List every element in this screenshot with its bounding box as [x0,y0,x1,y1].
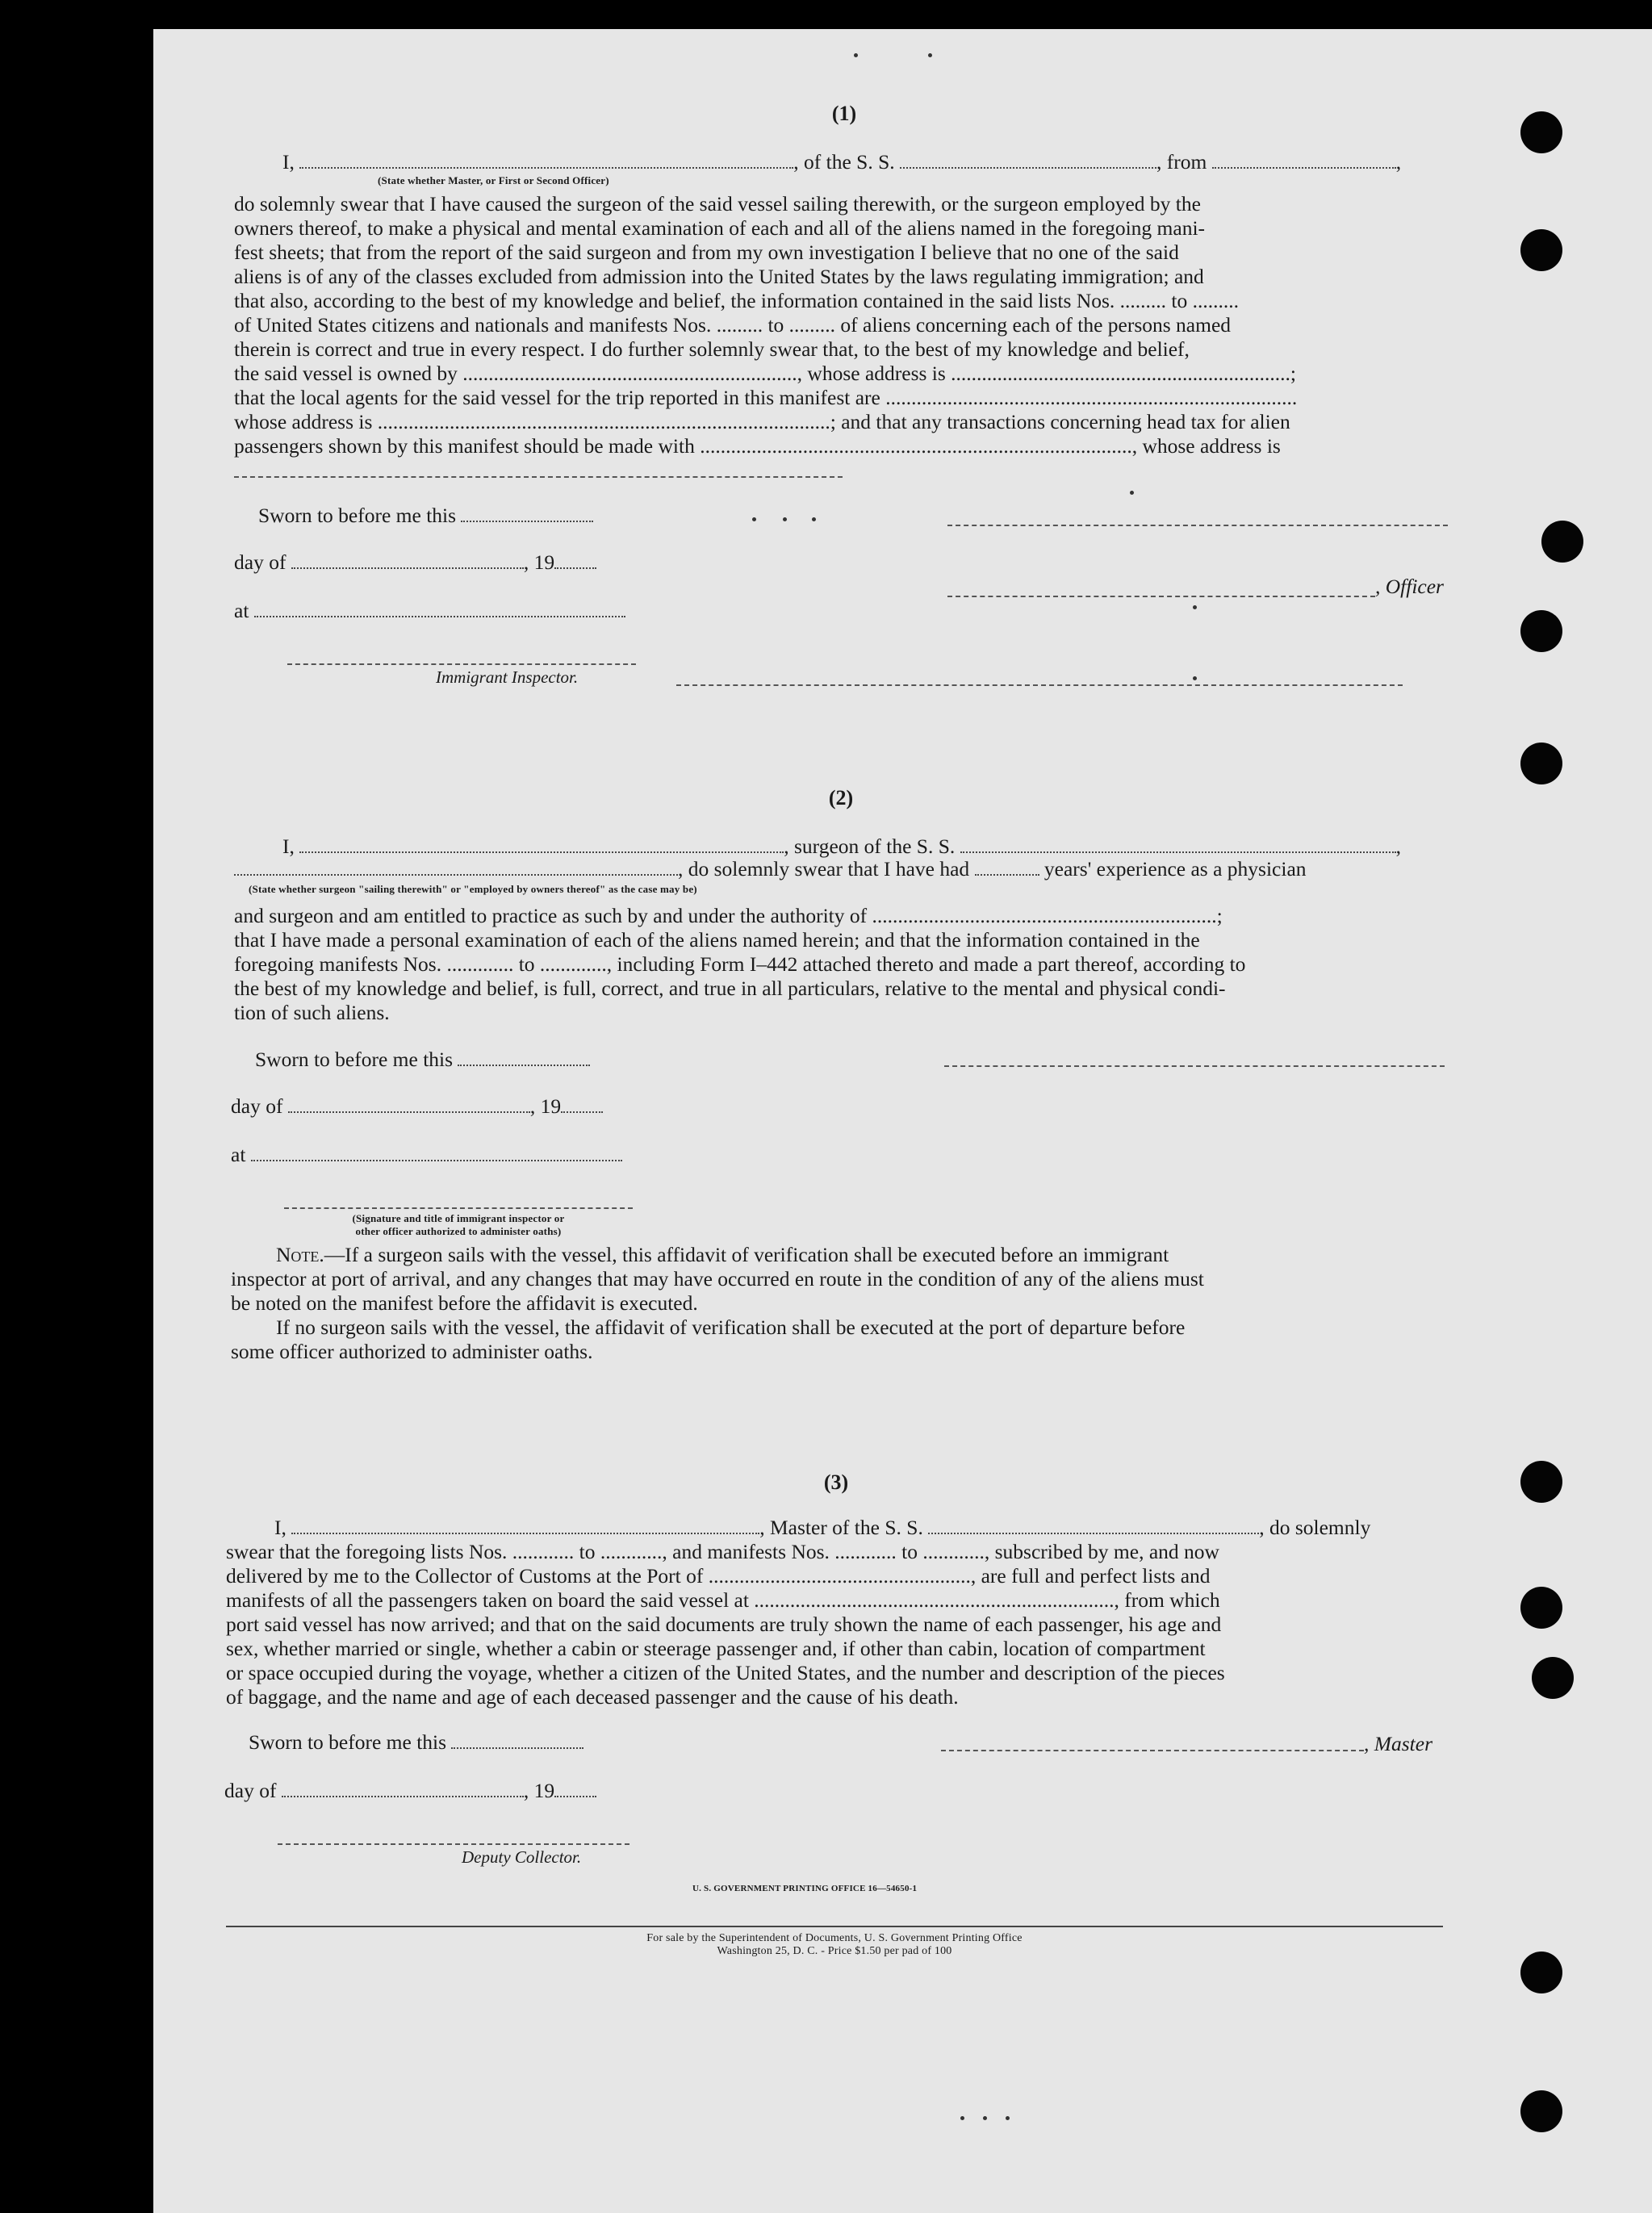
officer-signature-line-1 [947,525,1448,526]
sale-notice-1: For sale by the Superintendent of Documents, U. S. Government Printing Office [646,1932,1023,1944]
body-line: passengers shown by this manifest should be made with ...................................................................................., whose address is [234,434,1281,458]
sale-notice-2: Washington 25, D. C. - Price $1.50 per pad of 100 [717,1945,952,1957]
day-of-line-3 [224,1779,596,1803]
section-2-body [234,904,1453,1025]
blank-address-continuation [234,476,843,478]
sworn-line-2 [255,1048,590,1072]
body-line: that the local agents for the said vessel for the trip reported in this manifest are ................................................................................ [234,386,1298,409]
section-1-body [234,192,1453,458]
text-i: I, [282,835,295,858]
blank-month [282,1780,524,1797]
deputy-collector-label: Deputy Collector. [462,1847,582,1867]
at-line-2 [231,1143,622,1167]
year-text: , 19 [529,1094,562,1118]
note-line: some officer authorized to administer oaths. [231,1340,593,1363]
text-do-solemnly: , do solemnly [1259,1516,1371,1539]
text-solemnly-swear: , do solemnly swear that I have had [678,857,970,881]
text-i: I, [282,150,295,174]
blank-vessel-name [928,1516,1259,1534]
punch-hole [1520,1952,1562,1993]
body-line: do solemnly swear that I have caused the surgeon of the said vessel sailing therewith, or the surgeon employed by the [234,192,1201,215]
text-comma: , [1395,150,1402,174]
punch-hole [1520,743,1562,784]
blank-master-name [291,1516,759,1534]
day-of-text: day of [231,1094,283,1118]
scan-speck [752,517,756,521]
sworn-line-3 [249,1730,583,1755]
blank-year [554,1780,596,1797]
year-text: , 19 [523,1779,555,1802]
officer-label: , Officer [1375,575,1444,598]
scan-speck [783,517,787,521]
body-line: sex, whether married or single, whether a cabin or steerage passenger and, if other than cabin, location of compartment [226,1637,1206,1660]
day-of-text: day of [234,550,286,574]
day-of-line-1 [234,550,596,575]
punch-hole [1520,1587,1562,1629]
text-master-of-ss: , Master of the S. S. [759,1516,923,1539]
master-signature-line [941,1750,1364,1751]
section-3-body [226,1540,1449,1709]
body-line: port said vessel has now arrived; and that on the said documents are truly shown the name of each passenger, his age and [226,1613,1222,1636]
year-text: , 19 [523,550,555,574]
body-line: of baggage, and the name and age of each deceased passenger and the cause of his death. [226,1685,959,1709]
body-line: that also, according to the best of my knowledge and belief, the information contained in the said lists Nos. ......... to ......... [234,289,1239,312]
note-line: inspector at port of arrival, and any changes that may have occurred en route in the condition of any of the aliens must [231,1267,1204,1291]
text-from: , from [1156,150,1207,174]
scan-speck [1193,676,1197,680]
body-line: the best of my knowledge and belief, is full, correct, and true in all particulars, relative to the mental and physical condi- [234,977,1226,1000]
section-2-line-2 [234,857,1307,881]
body-line: swear that the foregoing lists Nos. ............ to ............, and manifests Nos. ............ to ............, subscribed by me, and now [226,1540,1219,1563]
body-line: and surgeon and am entitled to practice as such by and under the authority of ...................................................................; [234,904,1223,927]
section-separator-1 [676,684,1403,686]
section-3-line-1 [274,1516,1370,1540]
body-line: owners thereof, to make a physical and mental examination of each and all of the aliens named in the foregoing mani- [234,216,1206,240]
body-line: aliens is of any of the classes excluded from admission into the United States by the laws regulating immigration; and [234,265,1204,288]
body-line: whose address is ........................................................................................; and that any transactions concerning head tax for alien [234,410,1290,433]
punch-hole [1520,111,1562,153]
at-text: at [231,1143,246,1166]
body-line: of United States citizens and nationals and manifests Nos. ......... to ......... of aliens concerning each of the persons named [234,313,1232,337]
at-text: at [234,599,249,622]
signature-note-1: (Signature and title of immigrant inspector or [352,1212,565,1224]
blank-year [561,1095,603,1113]
body-line: that I have made a personal examination of each of the aliens named herein; and that the information contained in the [234,928,1200,952]
blank-surgeon-name [299,835,784,853]
punch-hole [1520,2090,1562,2132]
blank-month [291,551,524,569]
section-3-number: (3) [823,1470,849,1494]
immigrant-inspector-label: Immigrant Inspector. [436,667,579,687]
scan-speck [960,2116,964,2120]
blank-years [975,858,1039,876]
section-2-note [231,1243,1451,1364]
blank-month [288,1095,530,1113]
text-surgeon-of-ss: , surgeon of the S. S. [784,835,956,858]
officer-rank-note: (State whether Master, or First or Second Officer) [378,174,609,186]
scan-speck [1193,605,1197,609]
scan-speck [1006,2116,1010,2120]
blank-vessel-name [900,151,1156,169]
scan-speck [854,53,858,57]
blank-sworn-day [458,1048,590,1066]
section-2-line-1 [282,835,1401,859]
blank-place [254,600,625,617]
text-comma: , [1395,835,1402,858]
section-1-line-1 [282,150,1401,174]
sworn-line-1 [258,504,593,528]
surgeon-signature-line [944,1065,1445,1067]
text-of-ss: , of the S. S. [793,150,895,174]
day-of-text: day of [224,1779,277,1802]
punch-hole [1520,1461,1562,1503]
inspector-signature-line [284,1207,633,1209]
scan-speck [1130,491,1134,495]
body-line: delivered by me to the Collector of Customs at the Port of ..................................................., are full and perfect lists and [226,1564,1211,1588]
note-line [231,1243,1451,1267]
punch-hole [1541,521,1583,563]
blank-vessel-name [960,835,1396,853]
blank-sworn-day [451,1731,583,1749]
body-line: fest sheets; that from the report of the said surgeon and from my own investigation I believe that no one of the said [234,241,1179,264]
body-line: foregoing manifests Nos. ............. to ............., including Form I–442 attached thereto and made a part thereof, according to [234,952,1246,976]
punch-hole [1532,1657,1574,1699]
note-line: be noted on the manifest before the affidavit is executed. [231,1291,698,1315]
body-line: the said vessel is owned by ................................................................., whose address is ..................................................................; [234,362,1297,385]
sworn-text: Sworn to before me this [255,1048,454,1071]
section-2-number: (2) [828,786,854,809]
footer-rule [226,1926,1443,1927]
section-1-number: (1) [831,102,857,125]
blank-place [251,1144,622,1161]
body-line: or space occupied during the voyage, whether a citizen of the United States, and the number and description of the pieces [226,1661,1225,1684]
sworn-text: Sworn to before me this [258,504,457,527]
sworn-text: Sworn to before me this [249,1730,447,1754]
blank-officer-name [299,151,793,169]
scan-speck [983,2116,987,2120]
scan-speck [928,53,932,57]
signature-note-2: other officer authorized to administer oaths) [355,1225,562,1237]
note-label: Note. [276,1243,324,1266]
text-years-experience: years' experience as a physician [1043,857,1307,881]
blank-surgeon-status [234,858,678,876]
body-line: tion of such aliens. [234,1001,390,1024]
body-line: therein is correct and true in every respect. I do further solemnly swear that, to the best of my knowledge and belief, [234,337,1190,361]
blank-year [554,551,596,569]
at-line-1 [234,599,625,623]
punch-hole [1520,229,1562,271]
note-line: If no surgeon sails with the vessel, the affidavit of verification shall be executed at the port of departure before [276,1316,1186,1339]
surgeon-status-note: (State whether surgeon "sailing therewith" or "employed by owners thereof" as the case may be) [249,883,697,895]
punch-hole [1520,610,1562,652]
officer-signature-line-2 [947,596,1375,597]
text-i: I, [274,1516,286,1539]
blank-sworn-day [461,504,593,522]
blank-port-from [1212,151,1396,169]
gpo-imprint: U. S. GOVERNMENT PRINTING OFFICE 16—54650-1 [692,1884,918,1893]
body-line: manifests of all the passengers taken on board the said vessel at ......................................................................, from which [226,1588,1220,1612]
note-text: —If a surgeon sails with the vessel, this affidavit of verification shall be executed before an immigrant [324,1243,1169,1266]
day-of-line-2 [231,1094,603,1119]
master-label: , Master [1364,1732,1432,1755]
scan-speck [812,517,816,521]
